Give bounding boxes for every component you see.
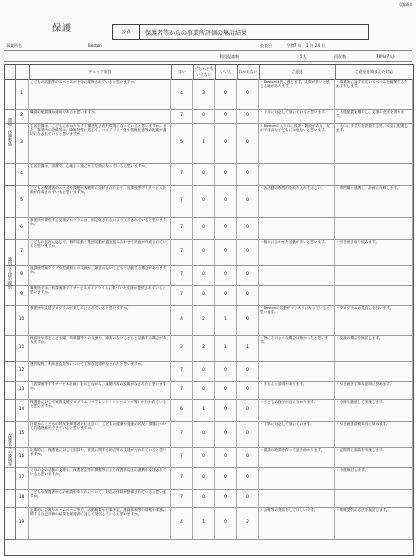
unknown-count: 0 bbox=[237, 305, 259, 335]
count-label: 利用児童数 bbox=[219, 54, 239, 59]
no-count: 0 bbox=[215, 361, 237, 381]
no-count: 0 bbox=[215, 185, 237, 217]
table-row bbox=[5, 217, 413, 240]
number-header bbox=[15, 65, 30, 80]
check-item-text: こどもや保護者からの相談や申入れについて、対応の体制が整備されていると思いますか。 bbox=[29, 489, 171, 507]
unknown-count: 0 bbox=[237, 381, 259, 399]
table-row bbox=[5, 185, 413, 218]
response-text: ・プログラムの見直しを行います。 bbox=[335, 305, 413, 335]
comment-text: ・個々に合わせた活動が多いと思います。 bbox=[259, 239, 335, 265]
comment-text: ・子どもの様子が良く分かります。 bbox=[259, 399, 335, 421]
table-row bbox=[5, 239, 413, 266]
row-number: 7 bbox=[15, 239, 29, 265]
no-count: 0 bbox=[215, 285, 237, 305]
row-number: 8 bbox=[15, 265, 29, 285]
yes-count: 3 bbox=[171, 335, 193, 361]
check-header: チェック項目 bbox=[29, 65, 172, 80]
unknown-count: 0 bbox=[237, 163, 259, 185]
check-item-text: 保護者に対して家族支援プログラム（ペアレント・トレーニング等）が行われていると思いますか。 bbox=[29, 399, 171, 421]
unknown-count: 0 bbox=[237, 467, 259, 489]
facility-label: 事業所名 bbox=[6, 43, 22, 48]
neutral-count: 0 bbox=[193, 489, 215, 507]
response-text bbox=[335, 361, 413, 381]
yes-count: 7 bbox=[171, 361, 193, 381]
response-text bbox=[335, 163, 413, 185]
unknown-count: 0 bbox=[237, 217, 259, 239]
row-number: 9 bbox=[15, 285, 29, 305]
page-title: 保護者等からの事業所評価の集計結果 bbox=[145, 30, 248, 37]
neutral-count: 0 bbox=[193, 265, 215, 285]
row-number: 14 bbox=[15, 399, 29, 421]
yes-count: 7 bbox=[171, 185, 193, 217]
facility-value: Boston bbox=[88, 43, 102, 48]
check-item-text: 定期的に、保護者に対して面談や、育児に関する助言等の支援が行われていると思いますか。 bbox=[29, 447, 171, 467]
comment-text: ・面談の時間を作って頂き助かります。 bbox=[259, 447, 335, 467]
count-value: 5人 bbox=[300, 54, 307, 59]
neutral-count: 0 bbox=[193, 163, 215, 185]
yes-count: 4 bbox=[171, 79, 193, 109]
survey-table bbox=[4, 64, 414, 556]
rate-label: 回収数 bbox=[334, 54, 346, 59]
form-number: (別紙4 bbox=[399, 2, 412, 7]
unknown-count: 0 bbox=[237, 399, 259, 421]
row-number: 13 bbox=[15, 381, 29, 399]
neutral-count: 0 bbox=[193, 361, 215, 381]
neutral-count: 1 bbox=[193, 507, 215, 539]
response-header: ご意見を踏まえた対応 bbox=[335, 65, 413, 80]
row-number: 19 bbox=[15, 507, 29, 539]
row-number: 15 bbox=[15, 421, 29, 447]
table-row bbox=[5, 335, 413, 362]
row-number: 4 bbox=[15, 163, 29, 185]
neutral-count: 2 bbox=[193, 305, 215, 335]
check-item-text: こどもと保護者のニーズや課題が客観的に分析された上で、放課後等デイサービス計画が作成されていると思いますか。 bbox=[29, 185, 171, 217]
comment-text bbox=[259, 489, 335, 507]
check-item-text: 生活空間は、清潔で、心地よく過ごせる空間になっていると思いますか。 bbox=[29, 163, 171, 185]
response-text: ・引き続き取り組みます。 bbox=[335, 239, 413, 265]
table-row bbox=[5, 467, 413, 490]
yes-count: 7 bbox=[171, 265, 193, 285]
yes-count: 7 bbox=[171, 217, 193, 239]
check-item-text: 生活空間は、こどもにわかりやすく構造化された環境になっていると思いますか。また、事業所の設備等は、障害特性に応じて、バリアフリー化や情報伝達等の配慮が適切になされていると思いますか。 bbox=[29, 123, 171, 163]
check-item-text: 放課後児童クラブや児童館との交流や、障害のないこどもと活動する機会がありますか。 bbox=[29, 265, 171, 285]
check-item-text: 日頃からこどもの状況を保護者と伝え合い、こどもの健康や発達の状況、課題について共通理解ができていると思いますか。 bbox=[29, 421, 171, 447]
row-number: 6 bbox=[15, 217, 29, 239]
check-item-text: 保育所や認定こども園、幼稚園等との交流や、障害のないこどもと活動する機会がありますか。 bbox=[29, 335, 171, 361]
check-item-text: 「放課後等デイサービス計画」を示しながら、支援内容の説明がなされたと思いますか。 bbox=[29, 381, 171, 399]
table-row bbox=[5, 163, 413, 186]
handwritten-mark: 保護 bbox=[52, 24, 73, 34]
no-count: 0 bbox=[215, 123, 237, 163]
table-row bbox=[5, 361, 413, 382]
no-count: 0 bbox=[215, 265, 237, 285]
row-number: 10 bbox=[15, 305, 29, 335]
unknown-count: 0 bbox=[237, 79, 259, 109]
no-count: 0 bbox=[215, 163, 237, 185]
table-row bbox=[5, 399, 413, 422]
unknown-count: 0 bbox=[237, 265, 259, 285]
response-text: ・引き続き情報共有に努めます。 bbox=[335, 421, 413, 447]
neutral-count: 0 bbox=[193, 285, 215, 305]
comment-text bbox=[259, 163, 335, 185]
unknown-count: 1 bbox=[237, 335, 259, 361]
comment-text: ・各活動の専門的を取り入れてほしい。 bbox=[259, 185, 335, 217]
response-text: ・入口に手すりを設置する等、安全に配慮します。 bbox=[335, 123, 413, 163]
yes-count: 5 bbox=[171, 123, 193, 163]
comment-text bbox=[259, 217, 335, 239]
table-row bbox=[5, 109, 413, 124]
check-item-text: 父母の会の活動の支援や、保護者会等の開催等により保護者同士の連携が支援されていると思いますか。 bbox=[29, 467, 171, 489]
response-text bbox=[335, 285, 413, 305]
section-label: 適切な支援の提供 bbox=[5, 185, 16, 362]
unknown-count: 0 bbox=[237, 185, 259, 217]
response-text: ・事業所に対する広いスペースを確保するため工夫します。 bbox=[335, 79, 413, 109]
date-value: 令和7 年 1 月 24 日 bbox=[286, 43, 326, 48]
comment-text: ・Bostonの入り口に段差・階段があり、足が不自由な子どもには危ないと思います。 bbox=[259, 123, 335, 163]
comment-text bbox=[259, 361, 335, 381]
row-number: 2 bbox=[15, 109, 29, 123]
comment-text bbox=[259, 265, 335, 285]
response-text: ・人員配置を増やし、支援の充実を図ります。 bbox=[335, 109, 413, 123]
row-number: 5 bbox=[15, 185, 29, 217]
response-text bbox=[335, 217, 413, 239]
table-row bbox=[5, 123, 413, 164]
table-row bbox=[5, 285, 413, 306]
unknown-count: 0 bbox=[237, 489, 259, 507]
unknown-header: わからない bbox=[237, 65, 260, 80]
table-row bbox=[5, 489, 413, 508]
yes-count: 7 bbox=[171, 421, 193, 447]
unknown-count: 0 bbox=[237, 361, 259, 381]
unknown-count: 0 bbox=[237, 239, 259, 265]
no-count: 1 bbox=[215, 335, 237, 361]
response-text bbox=[335, 489, 413, 507]
no-count: 0 bbox=[215, 467, 237, 489]
section-label: 保護者への説明等 bbox=[5, 361, 16, 540]
comment-text: ・きちんと説明があります。 bbox=[259, 381, 335, 399]
check-item-text: 事業所や支援プログラムが楽しみにされていると思いますか。 bbox=[29, 305, 171, 335]
no-count: 0 bbox=[215, 109, 237, 123]
comment-text bbox=[259, 467, 335, 489]
neutral-count: 3 bbox=[193, 79, 215, 109]
check-item-text: こどもの活動等のスペースが十分に確保されていると思いますか。 bbox=[29, 79, 171, 109]
table-row bbox=[5, 447, 413, 468]
section-label: 環境・体制整備 bbox=[5, 79, 16, 186]
neutral-count: 1 bbox=[193, 123, 215, 163]
neutral-count: 1 bbox=[193, 399, 215, 421]
no-count: 0 bbox=[215, 79, 237, 109]
neutral-count: 0 bbox=[193, 185, 215, 217]
unknown-count: 2 bbox=[237, 507, 259, 539]
unknown-count: 0 bbox=[237, 421, 259, 447]
neutral-count: 0 bbox=[193, 217, 215, 239]
comment-text: ・Bostonは狭く感じます。人数が多いと感じる時があります。 bbox=[259, 79, 335, 109]
public-tag: 公表 bbox=[113, 25, 140, 39]
neutral-count: 0 bbox=[193, 421, 215, 447]
table-row bbox=[5, 79, 413, 110]
check-item-text: 事業所では、放課後等デイサービスガイドラインに基づいた支援が提供されていると思いますか。 bbox=[29, 285, 171, 305]
no-count: 0 bbox=[215, 381, 237, 399]
yes-count: 7 bbox=[171, 489, 193, 507]
unknown-count: 0 bbox=[237, 109, 259, 123]
check-item-text: こどもの状況に応じて、個別活動と集団活動が適宜組み合わせて計画が作成されていると思いますか。 bbox=[29, 239, 171, 265]
response-text: ・引き続き丁寧な説明に努めます。 bbox=[335, 381, 413, 399]
table-row bbox=[5, 265, 413, 286]
comment-text: ・Bostonの活動がマンネリになっていると思います。 bbox=[259, 305, 335, 335]
no-count: 0 bbox=[215, 421, 237, 447]
response-text: ・今後も継続して実施します。 bbox=[335, 399, 413, 421]
table-row bbox=[5, 305, 413, 336]
yes-count: 7 bbox=[171, 163, 193, 185]
row-number: 16 bbox=[15, 447, 29, 467]
no-count: 0 bbox=[215, 399, 237, 421]
rate-value: 78%(7人) bbox=[376, 54, 395, 59]
neutral-count: 2 bbox=[193, 335, 215, 361]
yes-count: 7 bbox=[171, 109, 193, 123]
yes-count: 4 bbox=[171, 507, 193, 539]
check-item-text: 事業所が提供する支援プログラムは、固定化されないよう工夫されていると思いますか。 bbox=[29, 217, 171, 239]
row-number: 17 bbox=[15, 467, 29, 489]
yes-count: 4 bbox=[171, 305, 193, 335]
unknown-count: 0 bbox=[237, 123, 259, 163]
yes-count: 7 bbox=[171, 239, 193, 265]
unknown-count: 0 bbox=[237, 447, 259, 467]
no-count: 0 bbox=[215, 507, 237, 539]
neutral-count: 0 bbox=[193, 109, 215, 123]
no-count: 1 bbox=[215, 305, 237, 335]
info-row-count bbox=[4, 53, 412, 62]
row-number: 1 bbox=[15, 79, 29, 109]
neutral-header: どちらともいえない bbox=[193, 65, 216, 80]
comment-text: ・特にそのような機会は無かったと思います。 bbox=[259, 335, 335, 361]
row-number: 3 bbox=[15, 123, 29, 163]
response-text: ・定期的に面談を実施します。 bbox=[335, 447, 413, 467]
yes-count: 7 bbox=[171, 285, 193, 305]
no-header: いいえ bbox=[215, 65, 238, 80]
table-row bbox=[5, 507, 413, 540]
yes-count: 7 bbox=[171, 467, 193, 489]
no-count: 0 bbox=[215, 447, 237, 467]
yes-count: 7 bbox=[171, 447, 193, 467]
yes-header: はい bbox=[171, 65, 194, 80]
info-row-facility bbox=[4, 42, 412, 51]
response-text: ・情報発信の方法を検討します。 bbox=[335, 507, 413, 539]
check-item-text: 職員の配置数は適切であると思いますか。 bbox=[29, 109, 171, 123]
comment-text: ・丁寧に対応して頂いています。 bbox=[259, 421, 335, 447]
unknown-count: 0 bbox=[237, 285, 259, 305]
date-label: 公表日 bbox=[260, 43, 272, 48]
response-text bbox=[335, 265, 413, 285]
row-number: 11 bbox=[15, 335, 29, 361]
table-row bbox=[5, 381, 413, 400]
neutral-count: 0 bbox=[193, 381, 215, 399]
check-item-text: 運営規程、利用者負担等について丁寧な説明がなされたと思いますか。 bbox=[29, 361, 171, 381]
comment-text: ・十分に対応して頂いていると思います。 bbox=[259, 109, 335, 123]
no-count: 0 bbox=[215, 217, 237, 239]
neutral-count: 0 bbox=[193, 239, 215, 265]
comment-header: ご意見 bbox=[259, 65, 336, 80]
row-number: 18 bbox=[15, 489, 29, 507]
response-text: ・交流の機会を検討します。 bbox=[335, 335, 413, 361]
no-count: 0 bbox=[215, 489, 237, 507]
neutral-count: 0 bbox=[193, 447, 215, 467]
response-text: ・今後検討します。 bbox=[335, 467, 413, 489]
yes-count: 6 bbox=[171, 399, 193, 421]
row-number: 12 bbox=[15, 361, 29, 381]
yes-count: 7 bbox=[171, 381, 193, 399]
response-text: ・専門職と連携し、計画に反映します。 bbox=[335, 185, 413, 217]
comment-text: ・会報等の発信をしてほしいです。 bbox=[259, 507, 335, 539]
comment-text bbox=[259, 285, 335, 305]
info-block bbox=[4, 42, 412, 66]
table-row bbox=[5, 421, 413, 448]
check-item-text: 定期的に会報やホームページ等で、活動概要や行事予定、連絡体制等の情報や業務に関する自己評価の結果を保護者に対して発信していると思いますか。 bbox=[29, 507, 171, 539]
neutral-count: 0 bbox=[193, 467, 215, 489]
no-count: 0 bbox=[215, 239, 237, 265]
title-box bbox=[112, 24, 369, 40]
